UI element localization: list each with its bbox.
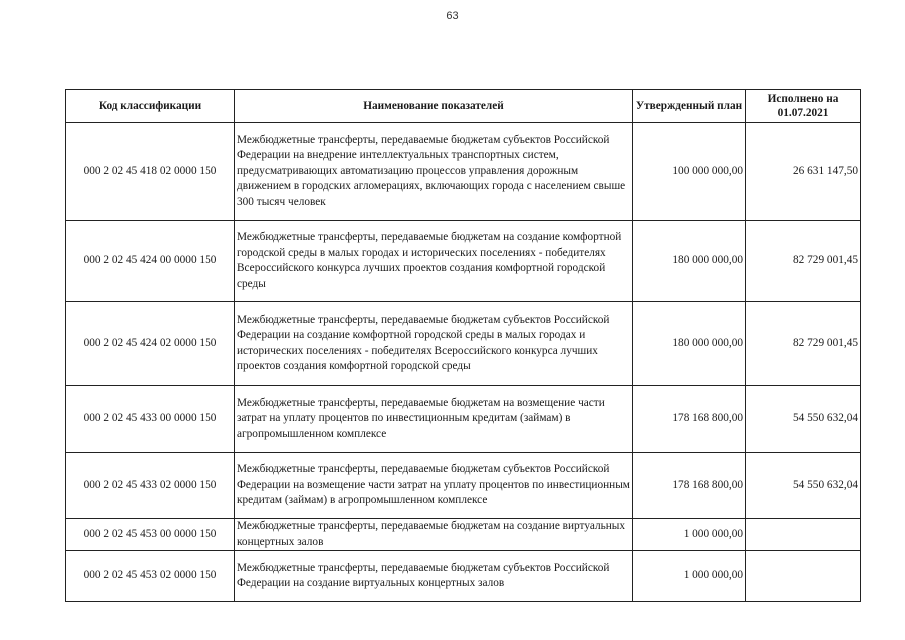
page-number: 63: [446, 10, 459, 22]
header-plan: Утвержденный план: [633, 90, 746, 123]
cell-name: Межбюджетные трансферты, передаваемые бюджетам субъектов Российской Федерации на создание виртуальных концертных залов: [235, 551, 633, 602]
cell-plan: 180 000 000,00: [633, 221, 746, 302]
cell-code: 000 2 02 45 424 02 0000 150: [66, 302, 235, 386]
cell-executed: [746, 551, 861, 602]
cell-name: Межбюджетные трансферты, передаваемые бюджетам субъектов Российской Федерации на создание комфортной городской среды в малых городах и исторических поселениях - победителях Всероссийского конкурса лучших проектов создания комфортной городской среды: [235, 302, 633, 386]
cell-code: 000 2 02 45 424 00 0000 150: [66, 221, 235, 302]
header-executed: Исполнено на 01.07.2021: [746, 90, 861, 123]
cell-plan: 178 168 800,00: [633, 386, 746, 453]
cell-name: Межбюджетные трансферты, передаваемые бюджетам на создание виртуальных концертных залов: [235, 519, 633, 551]
table-body: [66, 123, 861, 602]
cell-executed: 82 729 001,45: [746, 302, 861, 386]
cell-code: 000 2 02 45 433 02 0000 150: [66, 453, 235, 519]
table-header: [66, 90, 861, 123]
cell-code: 000 2 02 45 453 00 0000 150: [66, 519, 235, 551]
cell-name: Межбюджетные трансферты, передаваемые бюджетам на возмещение части затрат на уплату процентов по инвестиционным кредитам (займам) в агропромышленном комплексе: [235, 386, 633, 453]
cell-executed: [746, 519, 861, 551]
cell-plan: 1 000 000,00: [633, 519, 746, 551]
cell-executed: 82 729 001,45: [746, 221, 861, 302]
cell-code: 000 2 02 45 453 02 0000 150: [66, 551, 235, 602]
table-row: [66, 302, 861, 386]
header-row: [66, 90, 861, 123]
table-row: [66, 123, 861, 221]
cell-executed: 54 550 632,04: [746, 386, 861, 453]
cell-name: Межбюджетные трансферты, передаваемые бюджетам на создание комфортной городской среды в малых городах и исторических поселениях - победителях Всероссийского конкурса лучших проектов создания комфортной городской среды: [235, 221, 633, 302]
table-row: [66, 519, 861, 551]
header-code: Код классификации: [66, 90, 235, 123]
cell-plan: 178 168 800,00: [633, 453, 746, 519]
cell-executed: 54 550 632,04: [746, 453, 861, 519]
table-row: [66, 386, 861, 453]
cell-executed: 26 631 147,50: [746, 123, 861, 221]
cell-plan: 180 000 000,00: [633, 302, 746, 386]
budget-table: [65, 89, 861, 602]
table-row: [66, 551, 861, 602]
header-name: Наименование показателей: [235, 90, 633, 123]
table-row: [66, 221, 861, 302]
cell-name: Межбюджетные трансферты, передаваемые бюджетам субъектов Российской Федерации на внедрение интеллектуальных транспортных систем, предусматривающих автоматизацию процессов управления дорожным движением в городских агломерациях, включающих города с населением свыше 300 тысяч человек: [235, 123, 633, 221]
cell-name: Межбюджетные трансферты, передаваемые бюджетам субъектов Российской Федерации на возмещение части затрат на уплату процентов по инвестиционным кредитам (займам) в агропромышленном комплексе: [235, 453, 633, 519]
table-row: [66, 453, 861, 519]
cell-code: 000 2 02 45 418 02 0000 150: [66, 123, 235, 221]
cell-plan: 1 000 000,00: [633, 551, 746, 602]
cell-code: 000 2 02 45 433 00 0000 150: [66, 386, 235, 453]
cell-plan: 100 000 000,00: [633, 123, 746, 221]
